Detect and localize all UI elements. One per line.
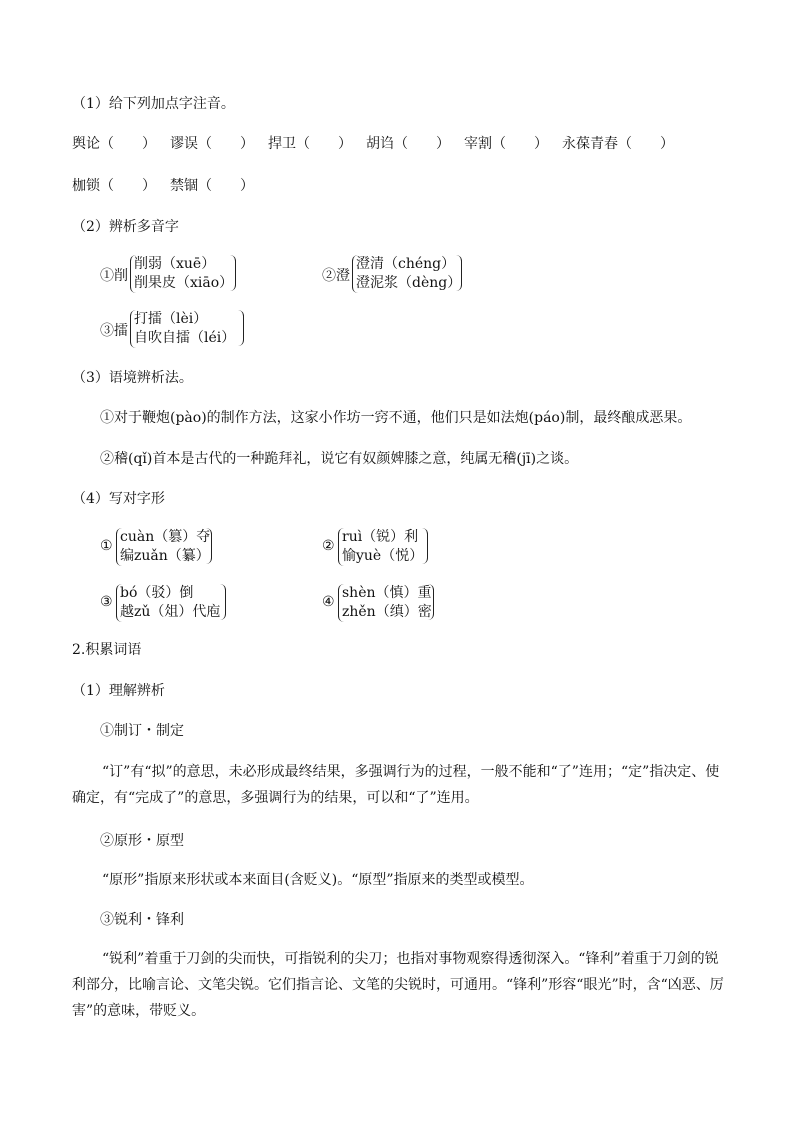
section2-heading: 2.积累词语	[72, 642, 142, 658]
group-line: zhěn（缜）密	[342, 604, 432, 620]
group-lines	[338, 528, 423, 566]
group-lines	[352, 255, 461, 293]
group-marker: ①削	[100, 268, 128, 284]
group-marker: ②	[322, 538, 335, 554]
q2-heading: （2）辨析多音字	[72, 219, 179, 235]
q3-sentence: ①对于鞭炮(pào)的制作方法，这家小作坊一窍不通，他们只是如法炮(páo)制，最终酿成恶果。	[100, 410, 692, 426]
close-bracket	[238, 310, 244, 346]
group-line: 自吹自擂（léi）	[134, 330, 236, 346]
group-line: bó（驳）倒	[120, 585, 194, 601]
q1-item: 禁锢（ ）	[170, 178, 254, 194]
q3-heading: （3）语境辨析法。	[72, 370, 193, 386]
group-line: cuàn（篡）夺	[120, 529, 211, 545]
group-line: shèn（慎）重	[342, 585, 432, 601]
group-line: 越zǔ（俎）代庖	[120, 604, 221, 620]
group-line: 澄清（chéng）	[356, 256, 456, 272]
q4-heading: （4）写对字形	[72, 491, 165, 507]
q1-item: 枷锁（ ）	[72, 178, 156, 194]
close-bracket	[428, 584, 434, 620]
q1-item: 舆论（ ）	[72, 136, 156, 152]
group-marker: ①	[100, 538, 113, 554]
group-lines	[130, 255, 233, 293]
group-line: ruì（锐）利	[342, 529, 419, 545]
group-lines	[116, 584, 220, 622]
term-title: ①制订・制定	[100, 723, 184, 739]
section2-subheading: （1）理解辨析	[72, 683, 165, 699]
q3-sentence: ②稽(qǐ)首本是古代的一种跪拜礼，说它有奴颜婢膝之意，纯属无稽(jī)之谈。	[100, 451, 579, 467]
group-lines	[116, 528, 210, 566]
close-bracket	[422, 528, 428, 564]
close-bracket	[220, 584, 226, 620]
group-lines	[338, 584, 432, 622]
term-title: ③锐利・锋利	[100, 912, 184, 928]
group-marker: ④	[322, 594, 335, 610]
close-bracket	[456, 255, 462, 291]
group-marker: ②澄	[322, 268, 350, 284]
q1-item: 宰割（ ）	[464, 136, 548, 152]
group-line: 澄泥浆（dèng）	[356, 275, 462, 291]
q1-item: 谬误（ ）	[170, 136, 254, 152]
term-explanation: “订”有“拟”的意思，未必形成最终结果，多强调行为的过程，一般不能和“了”连用；“定”指决定、使确定，有“完成了”的意思，多强调行为的结果，可以和“了”连用。	[72, 764, 720, 806]
group-line: 打擂（lèi）	[134, 311, 208, 327]
close-bracket	[206, 528, 212, 564]
term-explanation: “锐利”着重于刀剑的尖而快，可指锐利的尖刀；也指对事物观察得透彻深入。“锋利”着重于刀剑的锐利部分，比喻言论、文笔尖锐。它们指言论、文笔的尖锐时，可通用。“锋利”形容“眼光”时，含“凶恶、厉害”的意味，带贬义。	[72, 951, 724, 1019]
close-bracket	[230, 255, 236, 291]
q1-heading: （1）给下列加点字注音。	[72, 96, 235, 112]
term-title: ②原形・原型	[100, 833, 184, 849]
group-lines	[130, 310, 235, 348]
q1-item: 捍卫（ ）	[268, 136, 352, 152]
group-line: 编zuǎn（纂）	[120, 548, 210, 564]
q1-item: 永葆青春（ ）	[562, 136, 674, 152]
group-line: 削果皮（xiāo）	[134, 275, 234, 291]
group-marker: ③	[100, 594, 113, 610]
group-marker: ③擂	[100, 323, 128, 339]
group-line: 削弱（xuē）	[134, 256, 216, 272]
group-line: 愉yuè（悦）	[342, 548, 424, 564]
q1-item: 胡诌（ ）	[366, 136, 450, 152]
term-explanation: “原形”指原来形状或本来面目(含贬义)。“原型”指原来的类型或模型。	[102, 872, 534, 888]
